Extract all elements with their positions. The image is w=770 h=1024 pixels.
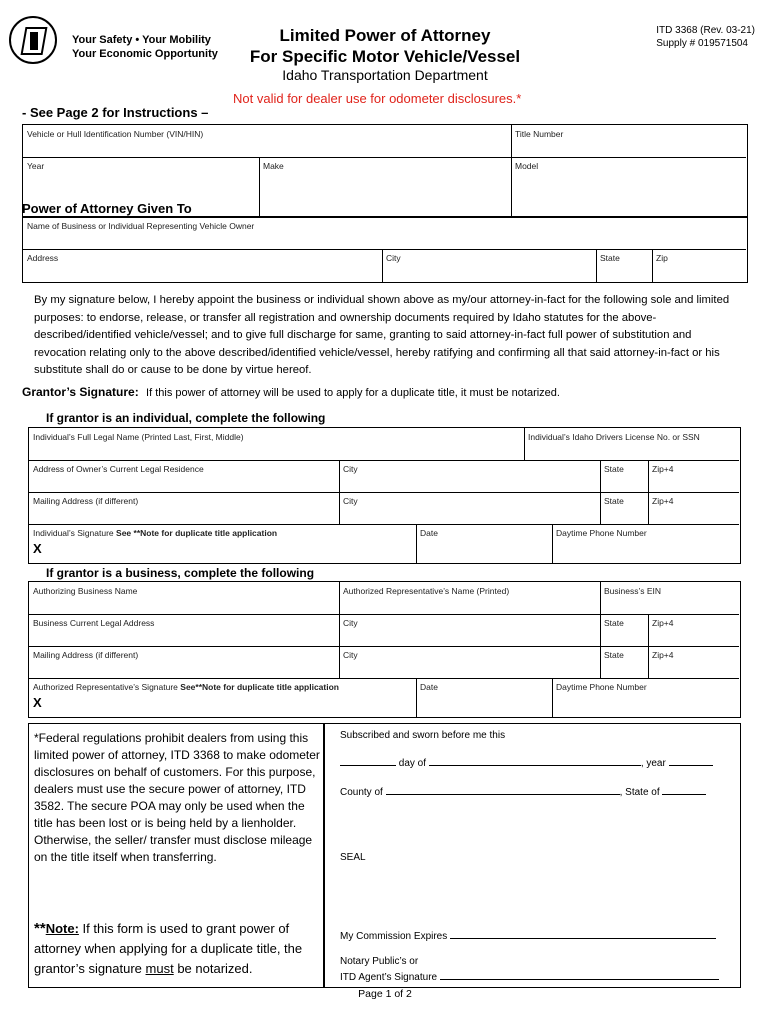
notary-signature-label: ITD Agent’s Signature (340, 972, 440, 983)
year-field[interactable]: Year (27, 161, 45, 171)
business-mailing-zip-field[interactable]: Zip+4 (652, 650, 674, 660)
notary-state-label: , State of (619, 787, 663, 798)
individual-date-field[interactable]: Date (420, 528, 438, 538)
business-zip-field[interactable]: Zip+4 (652, 618, 674, 628)
business-rep-name-field[interactable]: Authorized Representative’s Name (Printed) (343, 586, 510, 596)
business-name-field[interactable]: Authorizing Business Name (33, 586, 138, 596)
business-address-field[interactable]: Business Current Legal Address (33, 618, 155, 628)
individual-phone-field[interactable]: Daytime Phone Number (556, 528, 647, 538)
individual-signature-field[interactable] (29, 526, 281, 540)
notary-year-label: , year (640, 758, 669, 769)
duplicate-note-must: must (145, 961, 174, 976)
vin-field[interactable]: Vehicle or Hull Identification Number (VIN/HIN) (27, 129, 204, 139)
instructions-note: - See Page 2 for Instructions – (22, 105, 209, 120)
grantor-heading-row (22, 385, 560, 399)
duplicate-note-label: Note: (45, 921, 79, 936)
notary-commission-label: My Commission Expires (340, 931, 451, 942)
logo-tagline-1: Your Safety • Your Mobility (72, 34, 211, 46)
attorney-city-field[interactable]: City (386, 253, 401, 263)
notary-subscribed: Subscribed and sworn before me this (340, 730, 506, 741)
business-signature-label: Authorized Representative’s Signature (33, 682, 178, 692)
notary-county-label: County of (340, 787, 386, 798)
federal-note: *Federal regulations prohibit dealers from using this limited power of attorney, ITD 3368 to make odometer disclosures on behalf of customers. For this purpose, dealers must use the secure power of attorney, ITD 3582. The secure POA may only be used when the title has been lost or is being held by a lienholder. Otherwise, the seller/ transfer must disclose mileage on the title itself when transferring. (34, 731, 320, 864)
notary-year-line[interactable] (669, 756, 713, 766)
notary-commission-line[interactable] (450, 929, 716, 939)
business-mailing-field[interactable]: Mailing Address (if different) (33, 650, 139, 660)
notary-signature-line[interactable] (440, 970, 719, 980)
attorney-address-field[interactable]: Address (27, 253, 59, 263)
individual-state-field[interactable]: State (604, 464, 624, 474)
individual-residence-field[interactable]: Address of Owner’s Current Legal Residence (33, 464, 204, 474)
given-to-heading: Power of Attorney Given To (22, 201, 192, 216)
title-number-field[interactable]: Title Number (515, 129, 564, 139)
individual-name-field[interactable]: Individual’s Full Legal Name (Printed Last, First, Middle) (33, 432, 244, 442)
notary-month-line[interactable] (429, 756, 641, 766)
duplicate-note (34, 919, 324, 979)
notary-commission-row (340, 929, 716, 942)
individual-zip-field[interactable]: Zip+4 (652, 464, 674, 474)
form-number: ITD 3368 (Rev. 03-21) (656, 25, 755, 36)
business-section (28, 581, 741, 718)
notary-state-line[interactable] (662, 785, 706, 795)
grantor-note: If this power of attorney will be used to apply for a duplicate title, it must be notarized. (146, 387, 560, 399)
individual-license-field[interactable]: Individual’s Idaho Drivers License No. or SSN (528, 432, 700, 442)
notary-county-row (340, 785, 706, 798)
attorney-state-field[interactable]: State (600, 253, 620, 263)
notary-day-line[interactable] (340, 756, 396, 766)
business-heading: If grantor is a business, complete the following (46, 566, 315, 580)
business-phone-field[interactable]: Daytime Phone Number (556, 682, 647, 692)
business-signature-note: See**Note for duplicate title application (180, 682, 339, 692)
business-mailing-state-field[interactable]: State (604, 650, 624, 660)
notary-seal: SEAL (340, 852, 366, 863)
supply-number: Supply # 019571504 (656, 38, 748, 49)
notary-signature-row (340, 970, 719, 983)
notary-county-line[interactable] (386, 785, 620, 795)
duplicate-note-text-1: If this form is used to grant power of attorney when applying for a duplicate title, the grantor’s signature (34, 921, 303, 976)
duplicate-note-text-2: be notarized. (173, 961, 253, 976)
individual-signature-label: Individual’s Signature (33, 528, 114, 538)
individual-mailing-city-field[interactable]: City (343, 496, 358, 506)
department-name: Idaho Transportation Department (282, 67, 488, 83)
notary-day-of: day of (396, 758, 429, 769)
individual-heading: If grantor is an individual, complete the following (46, 411, 326, 425)
duplicate-note-stars: ** (34, 920, 46, 937)
given-to-section (22, 216, 748, 283)
appointment-statement: By my signature below, I hereby appoint the business or individual shown above as my/our attorney-in-fact for the following sole and limited purposes: to endorse, release, or transfer all registration and ownership documents required by Idaho statutes for the above-described/identified vehicle/vessel; and to give full discharge for same, granting to said attorney-in-fact full power of substitution and revocation relating only to the above described/identified vehicle/vessel, hereby ratifying and confirming all that said attorney-in-fact or his substitute shall do or cause to be done by virtue hereof. (34, 294, 730, 376)
business-date-field[interactable]: Date (420, 682, 438, 692)
form-title-line2: For Specific Motor Vehicle/Vessel (249, 47, 521, 66)
individual-mailing-zip-field[interactable]: Zip+4 (652, 496, 674, 506)
business-state-field[interactable]: State (604, 618, 624, 628)
form-title-line1: Limited Power of Attorney (279, 26, 491, 45)
individual-mailing-state-field[interactable]: State (604, 496, 624, 506)
page-number: Page 1 of 2 (358, 988, 412, 1000)
attorney-zip-field[interactable]: Zip (656, 253, 668, 263)
business-mailing-city-field[interactable]: City (343, 650, 358, 660)
individual-signature-note: See **Note for duplicate title application (116, 528, 278, 538)
make-field[interactable]: Make (263, 161, 284, 171)
individual-section (28, 427, 741, 564)
individual-city-field[interactable]: City (343, 464, 358, 474)
notary-public-label: Notary Public’s or (340, 956, 419, 967)
business-x-mark: X (33, 695, 42, 710)
business-signature-field[interactable] (29, 680, 343, 694)
individual-x-mark: X (33, 541, 42, 556)
business-ein-field[interactable]: Business’s EIN (604, 586, 662, 596)
grantor-heading: Grantor’s Signature: (22, 385, 139, 399)
odometer-warning: Not valid for dealer use for odometer disclosures.* (233, 91, 522, 106)
notary-date-row (340, 756, 713, 769)
logo-tagline-2: Your Economic Opportunity (72, 48, 218, 60)
attorney-name-field[interactable]: Name of Business or Individual Representing Vehicle Owner (27, 221, 255, 231)
individual-mailing-field[interactable]: Mailing Address (if different) (33, 496, 139, 506)
itd-logo (9, 16, 57, 64)
business-city-field[interactable]: City (343, 618, 358, 628)
model-field[interactable]: Model (515, 161, 539, 171)
